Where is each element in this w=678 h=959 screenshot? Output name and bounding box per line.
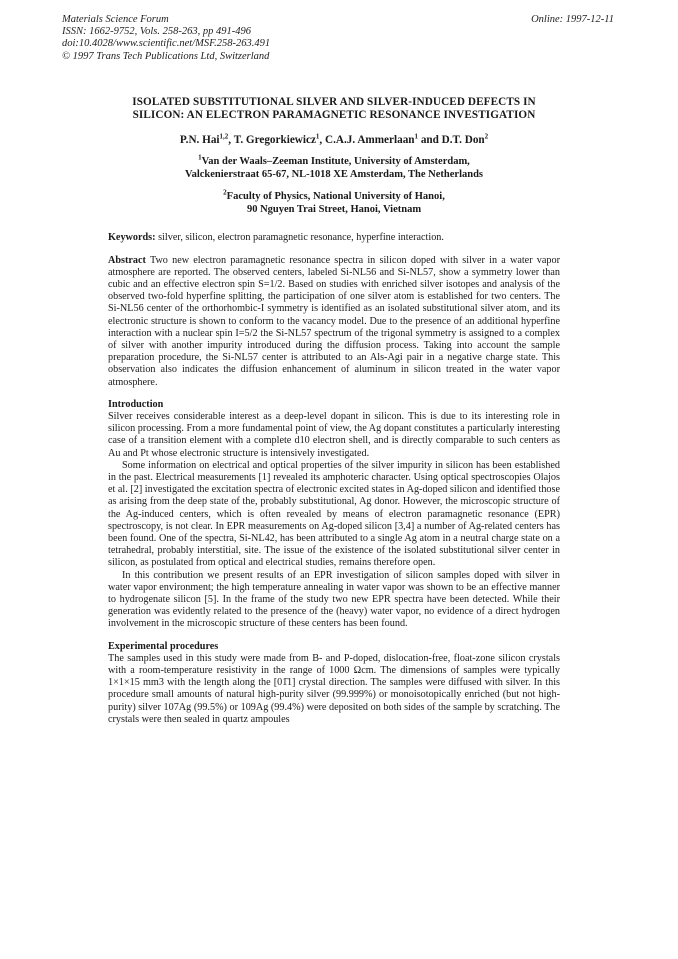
author-affiliation-mark: 1,2 xyxy=(219,132,229,141)
affiliation-2-number: 2 xyxy=(223,188,227,197)
experimental-heading: Experimental procedures xyxy=(108,640,219,652)
author-list: P.N. Hai$^{1,2}$, T. Gregorkiewicz$^1$, C.A.J. Ammerlaan$^1$ and D.T. Don$^2$ xyxy=(179,132,489,146)
paper-body xyxy=(108,96,560,736)
affiliation-2-line-1: Faculty of Physics, National University of Hanoi, xyxy=(226,191,445,203)
copyright-line: © 1997 Trans Tech Publications Ltd, Switzerland xyxy=(62,50,270,62)
introduction-paragraph-3: In this contribution we present results of an EPR investigation of silicon samples doped with silver in water vapor environment; the high temperature annealing in water vapor was shown to be an effective manner to hydrogenate silicon [5]. In the frame of the study two new EPR spectra have been detected. While their generation was evidently related to the presence of the (heavy) water vapor, no evidence of a direct hydrogen involvement in the microscopic structure of these centers has been found. xyxy=(108,569,560,630)
keywords-label: Keywords: xyxy=(108,232,156,244)
author-affiliation-mark: 2 xyxy=(484,132,489,141)
affiliation-2-line-2: 90 Nguyen Trai Street, Hanoi, Vietnam xyxy=(246,203,422,215)
title-line-2: SILICON: AN ELECTRON PARAMAGNETIC RESONANCE INVESTIGATION xyxy=(132,109,536,121)
affiliation-2 xyxy=(108,188,560,216)
author-name: D.T. Don xyxy=(441,134,485,146)
doi-line: doi:10.4028/www.scientific.net/MSF.258-263.491 xyxy=(62,38,271,50)
journal-name: Materials Science Forum xyxy=(62,14,169,25)
abstract xyxy=(108,255,560,389)
affiliation-1-line-2: Valckenierstraat 65-67, NL-1018 XE Amsterdam, The Netherlands xyxy=(184,168,484,180)
affiliation-1-line-1: Van der Waals–Zeeman Institute, University of Amsterdam, xyxy=(201,156,470,167)
author-name: C.A.J. Ammerlaan xyxy=(325,134,415,146)
author-name: P.N. Hai xyxy=(179,134,220,146)
keywords xyxy=(108,232,560,244)
paper-title xyxy=(108,96,560,122)
introduction-paragraph-2: Some information on electrical and optical properties of the silver impurity in silicon has been established in the past. Electrical measurements [1] revealed its amphoteric character. Using optical spectroscopies Olajos et al. [2] investigated the excitation spectra of electronic excited states in Ag-doped silicon and identified those as arising from the deep state of the, probably substitutional, Ag donor. However, the microscopic structure of the Ag-induced centers, which is often revealed by means of electron paramagnetic resonance (EPR) spectroscopy, is not clear. In EPR measurements on Ag-doped silicon [3,4] a number of Ag-related centers has been found. One of the spectra, Si-NL42, has been attributed to a single Ag atom in a neutral charge state on a tetrahedral, probably interstitial, site. The issue of the existence of the isolated substitutional silver center in silicon, as postulated from optical and electrical studies, remains therefore open. xyxy=(108,459,560,569)
introduction-heading: Introduction xyxy=(108,398,164,410)
affiliation-1-number: 1 xyxy=(198,153,202,162)
experimental-paragraph-1: The samples used in this study were made from B- and P-doped, dislocation-free, float-zone silicon crystals with a room-temperature resistivity in the range of 1000 Ωcm. The dimensions of samples were typically 1×1×15 mm3 with the length along the [01̄1] crystal direction. The samples were diffused with silver. In this procedure small amounts of natural high-purity silver (99.999%) or monoisotopically enriched (but not high-purity) silver 107Ag (99.5%) or 109Ag (99.4%) were deposited on both sides of the sample by scratching. The crystals were then sealed in quartz ampoules xyxy=(108,652,560,725)
introduction-paragraph-1: Silver receives considerable interest as a deep-level dopant in silicon. This is due to its interesting role in silicon processing. From a more fundamental point of view, the Ag dopant constitutes a particularly interesting case of a transition element with a complete d10 electron shell, and is directly comparable to such centers as Au and Pt whose electronic structure is intensively investigated. xyxy=(108,411,560,459)
abstract-text: Two new electron paramagnetic resonance spectra in silicon doped with silver in a water vapor atmosphere are reported. The observed centers, labeled Si-NL56 and Si-NL57, show a symmetry lower than cubic and an effective electron spin S=1/2. Based on studies with enriched silver isotopes and analysis of the observed two-fold hyperfine splitting, the participation of one silver atom is established for two centers. The Si-NL56 center of the orthorhombic-I symmetry is identified as an isolated substitutional silver atom, and its electronic structure is shown to conform to the vacancy model. Due to the presence of an additional hyperfine interaction with a nuclear spin I=5/2 the Si-NL57 spectrum of the trigonal symmetry is assigned to a complex of silver with another impurity introduced during the diffusion process. Taking into account the sample preparation procedure, the Si-NL57 center is attributed to an Als-Agi pair in a negative charge state. This observation also indicates the diffusion enhancement of aluminum in silicon treated in the water vapor atmosphere. xyxy=(108,254,560,388)
author-affiliation-mark: 1 xyxy=(414,132,419,141)
author-affiliation-mark: 1 xyxy=(315,132,320,141)
author-name: T. Gregorkiewicz xyxy=(233,134,316,146)
affiliation-1 xyxy=(108,153,560,181)
title-line-1: ISOLATED SUBSTITUTIONAL SILVER AND SILVER-INDUCED DEFECTS IN xyxy=(132,96,536,108)
keywords-text: silver, silicon, electron paramagnetic resonance, hyperfine interaction. xyxy=(155,232,444,244)
issn-line: ISSN: 1662-9752, Vols. 258-263, pp 491-496 xyxy=(62,26,251,38)
experimental-section xyxy=(108,641,560,726)
abstract-label: Abstract xyxy=(108,254,146,266)
journal-header xyxy=(62,14,270,63)
online-date: Online: 1997-12-11 xyxy=(531,14,614,25)
introduction-section xyxy=(108,399,560,631)
